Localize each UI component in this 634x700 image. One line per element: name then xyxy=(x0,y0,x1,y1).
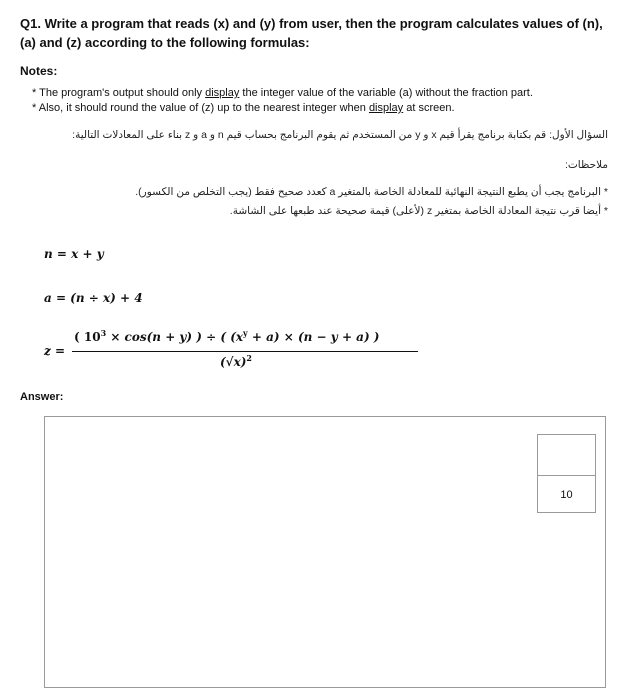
note-1 xyxy=(32,86,533,100)
note-2-post: at screen. xyxy=(403,102,455,114)
numerator-part-c: + a) × (n − y + a) ) xyxy=(247,330,380,344)
bullet: * xyxy=(32,87,37,99)
note-1-underlined: display xyxy=(205,87,240,99)
denominator-part-a: (√x) xyxy=(220,355,247,369)
note-1-post: the integer value of the variable (a) without the fraction part. xyxy=(239,87,533,99)
note-2-underlined: display xyxy=(368,102,404,114)
numerator-part-b: × cos(n + y) ) ÷ ( (x xyxy=(106,330,244,344)
formula-z-denominator xyxy=(220,355,252,369)
question-title xyxy=(20,14,620,52)
arabic-note-1: * البرنامج يجب أن يطبع النتيجة النهائية للمعادلة الخاصة بالمتغير a كعدد صحيح فقط (يجب التخلص من الكسور). xyxy=(135,186,608,198)
formula-n-text: n = x + y xyxy=(44,247,104,261)
output-box-divider xyxy=(538,475,595,476)
numerator-exponent-2: y xyxy=(243,328,248,338)
answer-label: Answer: xyxy=(20,391,64,403)
arabic-notes-heading: ملاحظات: xyxy=(565,159,608,171)
arabic-note-2: * أيضا قرب نتيجة المعادلة الخاصة بمتغير z (لأعلى) قيمة صحيحة عند طبعها على الشاشة. xyxy=(229,205,608,217)
numerator-exponent: 3 xyxy=(100,328,107,338)
formula-a-text: a = (n ÷ x) + 4 xyxy=(44,291,143,305)
formula-a xyxy=(44,291,143,305)
bullet: * xyxy=(32,102,37,114)
arabic-question: السؤال الأول: قم بكتابة برنامج يقرأ قيم x و y من المستخدم ثم يقوم البرنامج بحساب قيم n و a و z بناء على المعادلات التالية: xyxy=(72,129,608,141)
note-2-pre: Also, it should round the value of (z) up to the nearest integer when xyxy=(38,102,369,114)
output-box xyxy=(537,434,596,513)
formula-n xyxy=(44,247,104,261)
answer-box[interactable] xyxy=(44,416,606,688)
note-1-pre: The program's output should only xyxy=(39,87,206,99)
question-line-2: (a) and (z) according to the following formulas: xyxy=(20,35,310,50)
fraction-bar xyxy=(72,351,418,352)
question-line-1: Q1. Write a program that reads (x) and (y) from user, then the program calculates values of (n), xyxy=(20,16,603,31)
formula-z-numerator xyxy=(74,330,379,344)
note-2 xyxy=(32,101,455,115)
numerator-part-a: ( 10 xyxy=(74,330,101,344)
output-value: 10 xyxy=(560,489,573,501)
notes-heading: Notes: xyxy=(20,64,58,78)
denominator-exponent: 2 xyxy=(246,353,252,363)
formula-z-label: z = xyxy=(44,344,66,358)
